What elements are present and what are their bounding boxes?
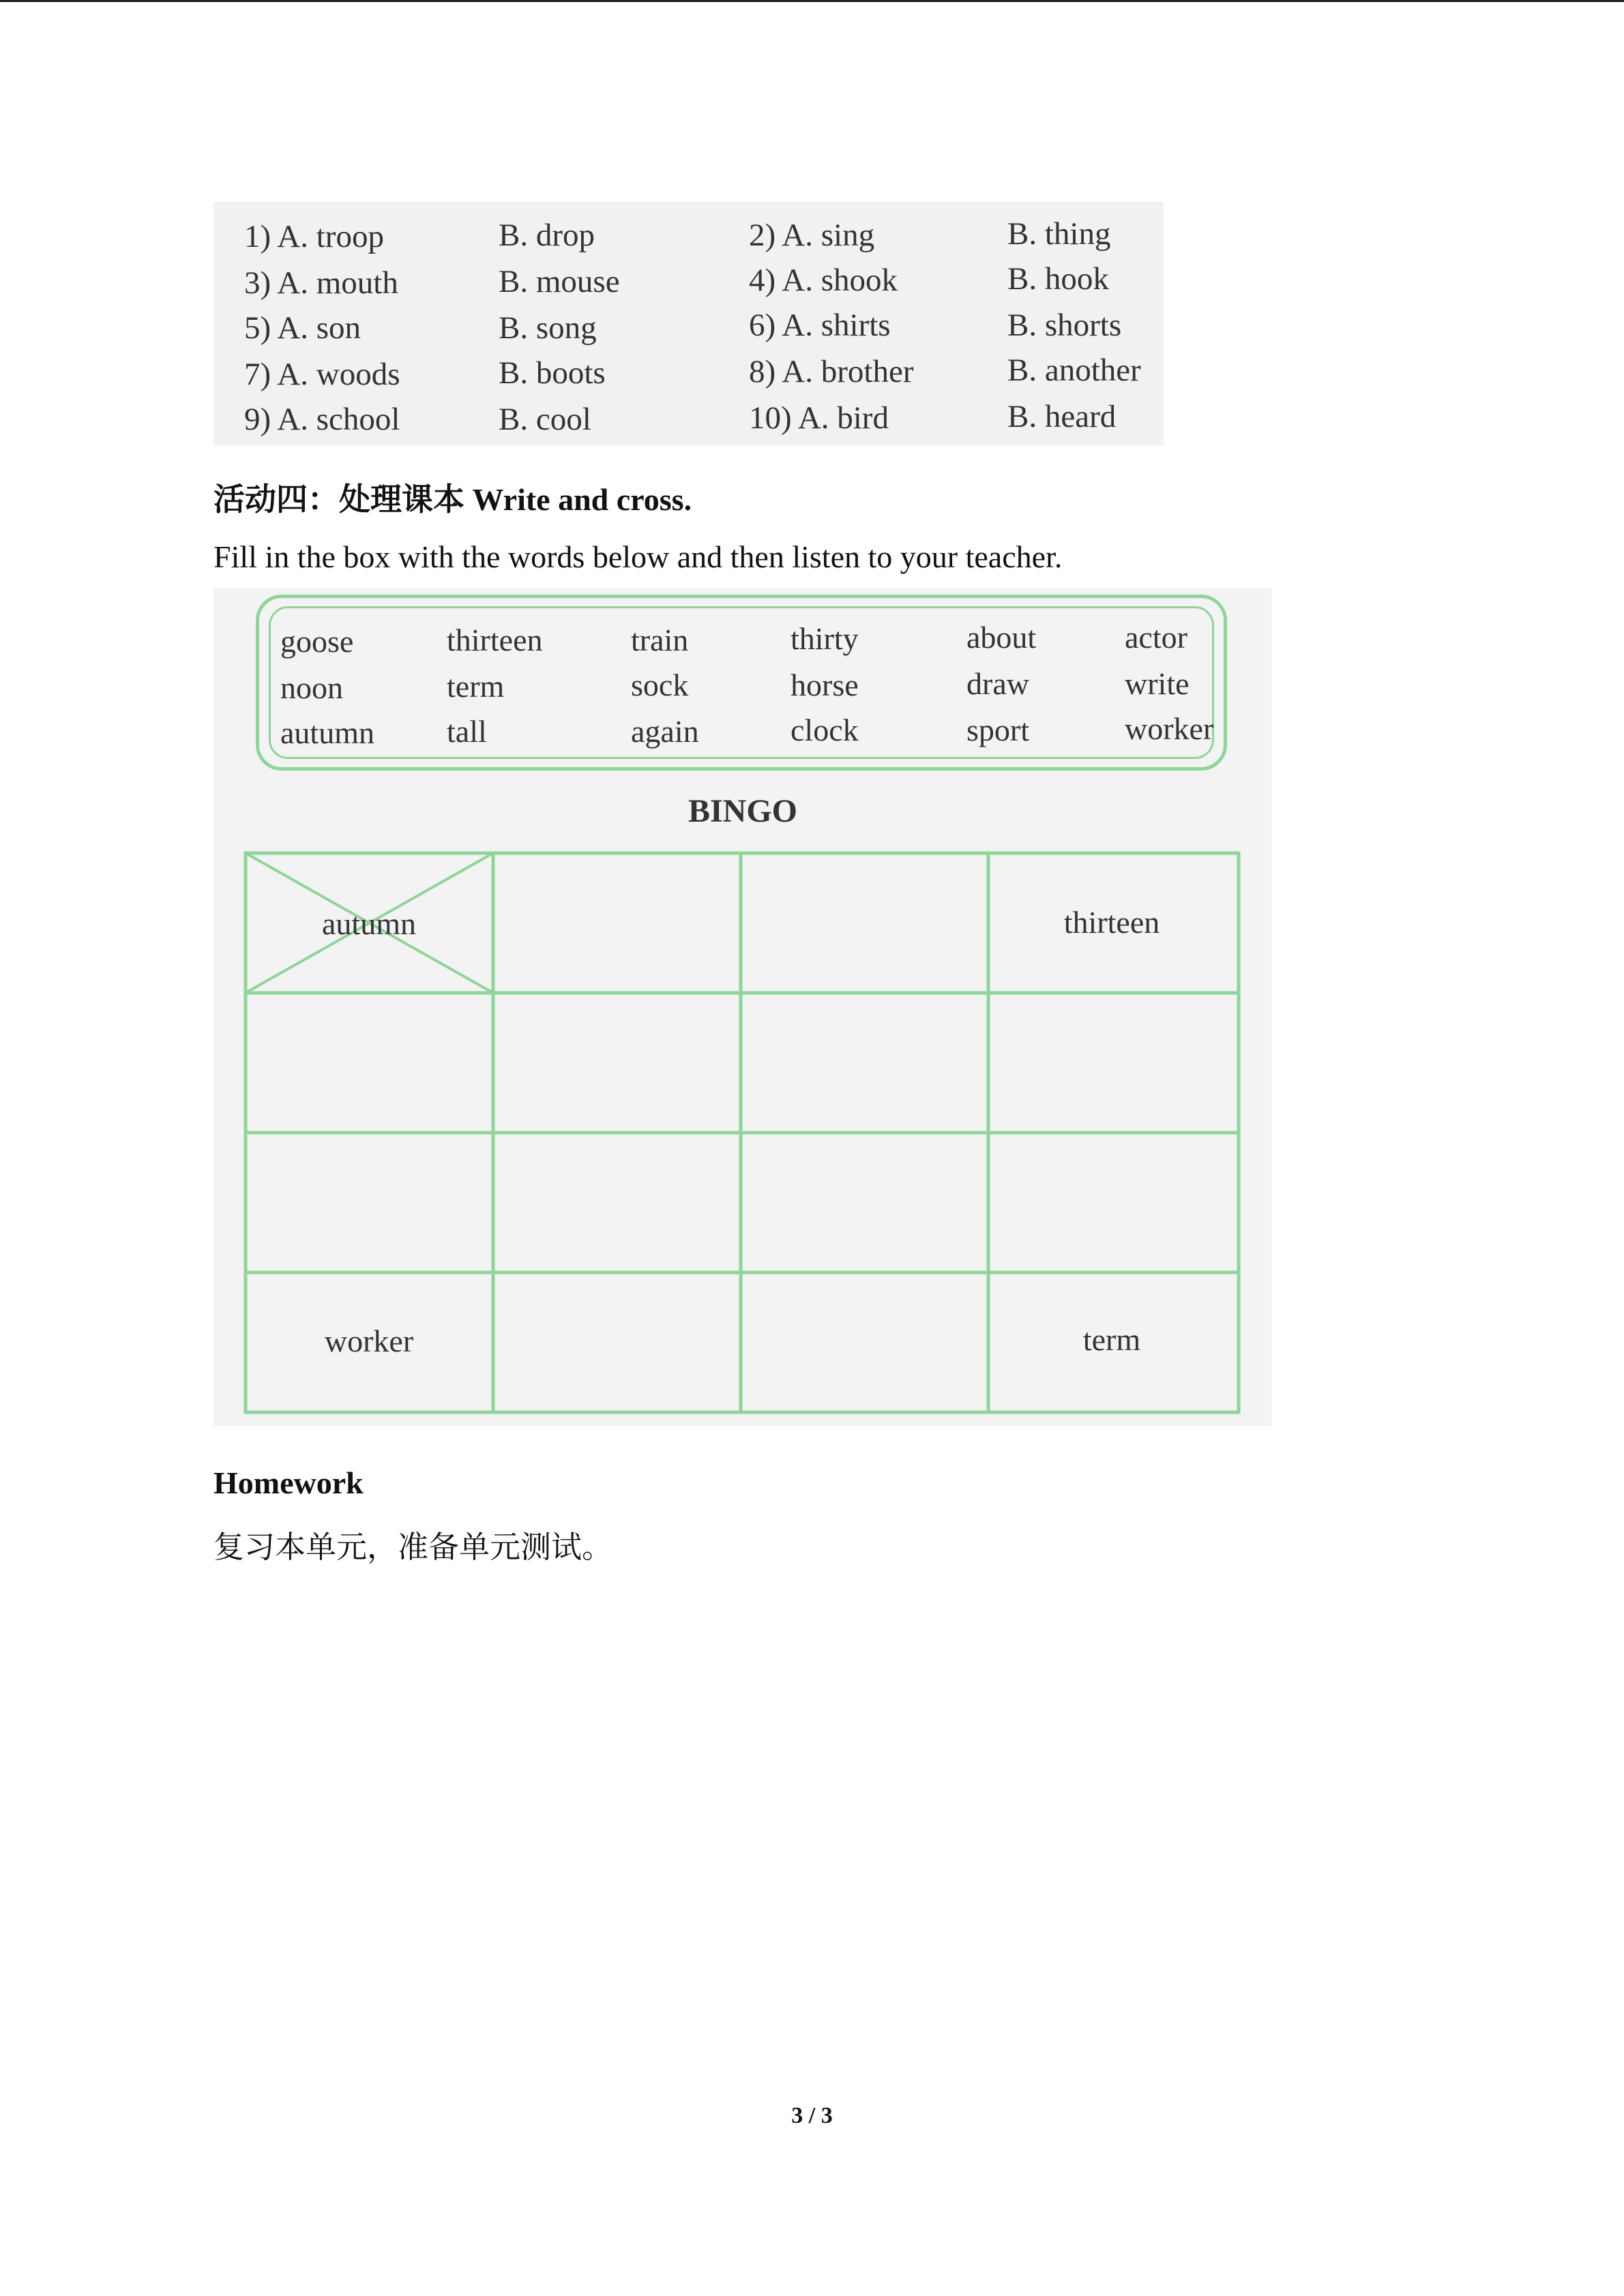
- bingo-figure: [213, 588, 1272, 1426]
- section-heading-cn: 活动四：处理课本: [213, 481, 464, 518]
- pair-cell: 3) A. mouth: [244, 265, 398, 301]
- word-pairs-table: [213, 202, 1164, 445]
- word-box-word: sock: [631, 668, 689, 702]
- pair-cell: B. cool: [499, 402, 591, 437]
- bingo-cell-word: thirteen: [1063, 905, 1160, 940]
- word-box-word: again: [631, 714, 699, 749]
- page-number: 3 / 3: [791, 2103, 833, 2128]
- word-box-word: goose: [280, 624, 354, 659]
- pair-cell: B. heard: [1007, 399, 1117, 434]
- word-box-word: thirteen: [447, 623, 543, 657]
- bingo-title: BINGO: [688, 793, 798, 829]
- pair-cell: 5) A. son: [244, 310, 361, 346]
- word-box-word: horse: [791, 668, 859, 702]
- pair-cell: B. shorts: [1007, 308, 1122, 343]
- bingo-cell-word: autumn: [322, 906, 416, 941]
- word-box-word: write: [1125, 666, 1190, 701]
- pair-cell: 2) A. sing: [749, 218, 875, 253]
- pair-cell: B. drop: [499, 218, 595, 253]
- section-heading: [213, 475, 692, 520]
- pair-cell: B. boots: [499, 355, 606, 391]
- pair-cell: 9) A. school: [244, 402, 400, 437]
- word-box-word: clock: [791, 713, 859, 747]
- word-box-word: autumn: [280, 715, 374, 750]
- word-box-word: tall: [447, 714, 487, 749]
- pair-cell: B. hook: [1007, 261, 1109, 297]
- pair-cell: 1) A. troop: [244, 219, 384, 254]
- word-box-word: sport: [966, 713, 1029, 747]
- word-box-word: noon: [280, 670, 343, 705]
- word-box-word: term: [447, 669, 505, 704]
- homework-title: Homework: [213, 1465, 364, 1500]
- word-box-word: worker: [1125, 711, 1214, 746]
- bingo-grid: [213, 588, 1272, 1426]
- pair-cell: 10) A. bird: [749, 400, 889, 436]
- word-box-word: draw: [966, 666, 1029, 701]
- bingo-cell-word: worker: [324, 1324, 414, 1358]
- word-box-word: thirty: [791, 621, 859, 656]
- pair-cell: B. mouse: [499, 264, 620, 299]
- section-instruction: Fill in the box with the words below and then listen to your teacher.: [213, 539, 1063, 574]
- pair-cell: B. song: [499, 310, 597, 346]
- word-box-word: train: [631, 623, 689, 657]
- page-top-border: [0, 0, 1624, 2]
- pair-cell: 4) A. shook: [749, 263, 898, 298]
- homework-text: 复习本单元，准备单元测试。: [213, 1529, 613, 1565]
- pair-cell: 7) A. woods: [244, 357, 400, 392]
- section-heading-en: Write and cross.: [464, 482, 692, 517]
- word-box-word: actor: [1125, 620, 1187, 655]
- pair-cell: B. another: [1007, 353, 1141, 388]
- pair-cell: 8) A. brother: [749, 354, 914, 389]
- word-box-word: about: [966, 620, 1037, 655]
- pair-cell: 6) A. shirts: [749, 308, 891, 343]
- pair-cell: B. thing: [1007, 216, 1111, 252]
- bingo-cell-word: term: [1082, 1322, 1141, 1357]
